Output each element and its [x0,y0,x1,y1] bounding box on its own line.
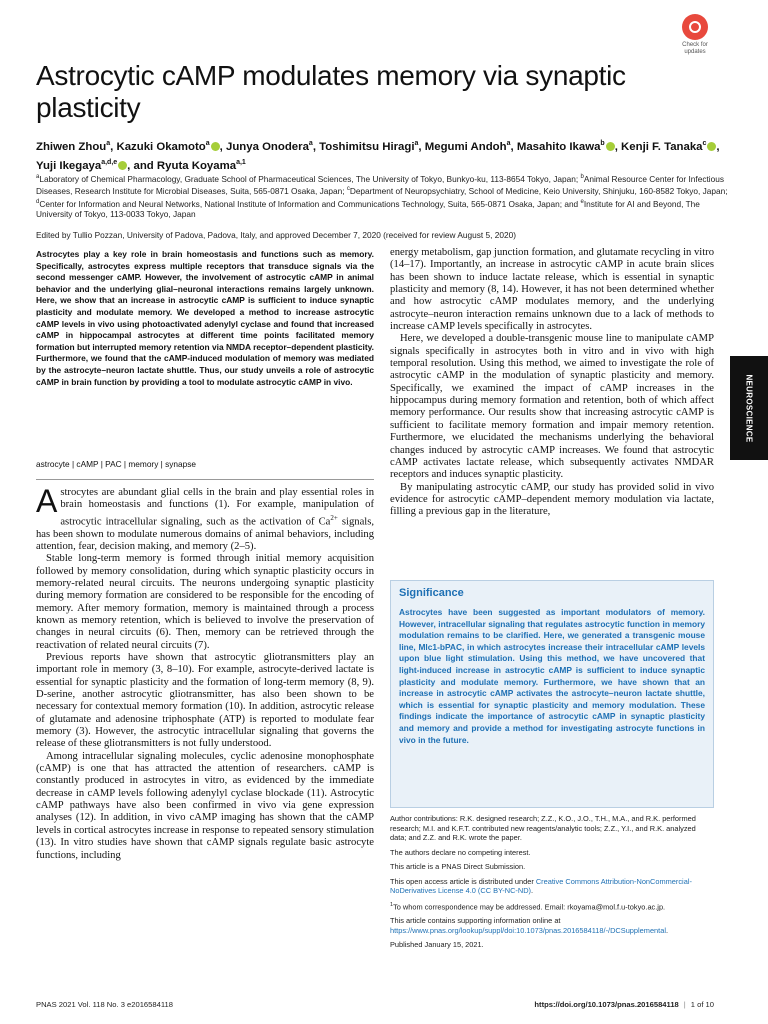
published-date: Published January 15, 2021. [390,940,484,950]
orcid-icon[interactable] [707,142,716,151]
abstract: Astrocytes play a key role in brain homeostasis and functions such as memory. Specifically, astrocytes express multiple receptors that transduce signals via the second messenger cAMP. However, the involvement of astrocytic cAMP in animal behavior and the underlying glial–neuronal interactions remains largely unknown. Here, we show that an increase in astrocytic cAMP is sufficient to induce synaptic plasticity and modulate memory. We developed a method to increase astrocytic cAMP levels in vivo using photoactivated adenylyl cyclase and found that increased cAMP in hippocampal astrocytes at different time points facilitated memory formation but interrupted memory retention via NMDA receptor–dependent plasticity. Furthermore, we found that the cAMP-induced modulation of memory was mediated by the astrocyte–neuron lactate shuttle. Thus, our study unveils a role of astrocytic cAMP in brain function by providing a tool to modulate astrocytic cAMP in vivo. [36,249,374,387]
author-name[interactable]: Ryuta Koyama [156,159,237,172]
author-affiliation-mark: a [205,140,210,147]
author-affiliation-mark: a [506,140,511,147]
author-affiliation-mark: a [308,140,313,147]
body-paragraph: Here, we developed a double-transgenic mouse line to manipulate cAMP signals specifically in astrocytes both in vitro and in vivo with high temporal resolution. Using this method, we aimed to investigate the role of astrocytic cAMP in the modulation of synaptic plasticity and memory. Specifically, we examined the impact of cAMP increases in the hippocampus during memory formation and retention, both of which affect memory performance. Our results show that increasing astrocytic cAMP is sufficient to facilitate memory formation and impair memory retention. Furthermore, we elucidated the mechanisms underlying the behavioral changes induced by astrocytic cAMP increases. We found that astrocytic cAMP activates lactate release, which subsequently activates NMDAR receptors and induces synaptic plasticity. [390,333,714,481]
direct-submission: This article is a PNAS Direct Submission. [390,862,526,871]
body-paragraph: Among intracellular signaling molecules, cyclic adenosine monophosphate (cAMP) is one that has attracted the attention of researchers. cAMP is constantly produced in astrocytes in vitro, as evidenced by the immediate decrease in cAMP levels following adenylyl cyclase blockade (11). Astrocytic cAMP pathways have also been confirmed in vivo via gene expression analyses (12). In addition, in vivo cAMP imaging has shown that the cAMP levels in cortical astrocytes increase in response to repeated sensory stimulation (13). In vitro studies have shown that cAMP signals regulate basic astrocyte functions, including [36,750,374,861]
orcid-icon[interactable] [211,142,220,151]
correspondence-note: $^1$To whom correspondence may be addressed. Email: rkoyama@mol.f.u-tokyo.ac.jp. [390,901,666,911]
author-affiliation-mark: a,1 [236,158,246,166]
supplement-link[interactable]: https://www.pnas.org/lookup/suppl/doi:10.1073/pnas.2016584118/-/DCSupplemental [390,925,666,935]
open-access-note: This open access article is distributed under Creative Commons Attribution-NonCommercial-NoDerivatives License 4.0 (CC BY-NC-ND). [390,876,692,895]
significance-title: Significance [399,587,464,599]
check-for-updates-icon [682,14,708,40]
author-affiliation-mark: a,d,e [101,158,118,166]
author-affiliation-mark: c [702,140,707,147]
affiliation-text: Department of Neuropsychiatry, School of Medicine, Keio University, Shinjuku, 160-8582 Tokyo, Japan; [349,186,728,197]
page-number: 1 of 10 [690,1000,714,1009]
body-paragraph: Previous reports have shown that astrocytic gliotransmitters play an important role in memory (3, 8–10). For example, astrocyte-derived lactate is essential for synaptic plasticity and the formation of long-term memory (8, 9). D-serine, another astrocytic gliotransmitter, has also been shown to be necessary for contextual memory formation (10). In addition, astrocytic release of glutamate and adenosine triphosphate (ATP) is reported to modulate fear memory (3). However, the astrocytic intracellular signaling that governs the release of these gliotransmitters is not fully understood. [36,652,374,750]
body-paragraph: energy metabolism, gap junction formation, and glutamate recycling in vitro (14–17). Importantly, an increase in astrocytic cAMP in acute brain slices has been shown to induce lactate release, which is essential in synaptic plasticity and memory (8, 14). However, it has not been determined whether and how astrocytic cAMP modulates memory, and the underlying astrocyte–neuron interaction remains unknown due to a lack of methods to increase cAMP levels specifically in astrocytes. [390,247,714,333]
body-paragraph: Stable long-term memory is formed through initial memory acquisition followed by memory consolidation, during which synaptic plasticity occurs in memory-related neural circuits. The neurons undergoing synaptic plasticity during memory formation are considered to be responsible for the encoding of memory. After memory formation, memory is maintained through a process known as memory retention, which is believed to involve the preservation of changes in neural circuits (6). Then, memory can be retrieved through the reactivation of related neural circuits (7). [36,553,374,651]
affiliation-text: Laboratory of Chemical Pharmacology, Graduate School of Pharmaceutical Sciences, The University of Tokyo, Bunkyo-ku, 113-8654 Tokyo, Japan; [39,173,581,184]
body-paragraph: By manipulating astrocytic cAMP, our study has provided solid in vivo evidence for astrocytic cAMP–dependent memory modulation via lactate, filling a previous gap in the literature, [390,481,714,518]
journal-citation: PNAS 2021 Vol. 118 No. 3 e2016584118 [36,1000,173,1009]
significance-box [390,580,714,808]
body-paragraph: Astrocytes are abundant glial cells in the brain and play essential roles in brain homeostasis and functions (1). For example, manipulation of astrocytic intracellular signaling, such as the activation of $Ca^{2+}$ signals, has been shown to modulate numerous domains of animal behaviors, including attention, fear, decision making, and memory (2–5). [36,483,374,552]
abstract-divider [36,479,374,480]
author-name[interactable]: Junya Onodera [225,140,309,153]
license-link[interactable]: Creative Commons Attribution-NonCommercial-NoDerivatives License 4.0 (CC BY-NC-ND) [390,876,692,895]
section-tab: NEUROSCIENCE [730,356,768,460]
doi-link[interactable]: https://doi.org/10.1073/pnas.2016584118 [534,1000,679,1009]
significance-text: Astrocytes have been suggested as important modulators of memory. However, intracellular signaling that regulates astrocytic function in memory modulation remains to be clarified. Here, we generated a transgenic mouse line, Mlc1-bPAC, in which astrocytes increase their intracellular cAMP levels upon blue light stimulation. Using this method, we have uncovered that light-induced increase in astrocytic cAMP is sufficient to induce synaptic plasticity and modulate memory. Furthermore, we have shown that an increase in astrocytic cAMP activates the astrocyte–neuron lactate shuttle, which is essential for synaptic plasticity and memory modulation. These findings indicate the importance of astrocytic cAMP in synaptic plasticity and memory and provide a method for investigating astrocyte functions in vivo in the future. [399,607,705,745]
paper-title: Astrocytic cAMP modulates memory via synaptic plasticity [36,60,626,123]
author-affiliation-mark: b [600,140,605,147]
author-contributions: Author contributions: R.K. designed research; Z.Z., K.O., J.O., T.H., M.A., and R.K. performed research; M.I. and K.F.T. contributed new reagents/analytic tools; Z.Z., Y.I., and R.K. analyzed data; and Z.Z. and R.K. wrote the paper. [390,814,696,842]
article-notes [390,814,714,955]
author-name[interactable]: Zhiwen Zhou [36,140,107,153]
orcid-icon[interactable] [118,161,127,170]
author-list: Zhiwen Zhou$^a$, Kazuki Okamoto$^a$ , Junya Onodera$^a$, Toshimitsu Hiragi$^a$, Megumi Andoh$^a$, Masahito Ikawa$^b$ , Kenji F. Tanaka$^c$ , Yuji Ikegaya$^{a,d,e}$ , and Ryuta Koyama$^{a,1}$ [36,140,720,172]
keywords: astrocyte | cAMP | PAC | memory | synapse [36,459,197,469]
affiliation-mark: b [580,174,584,180]
edited-by: Edited by Tullio Pozzan, University of Padova, Padova, Italy, and approved December 7, 2020 (received for review August 5, 2020) [36,230,516,240]
drop-cap: A [36,483,58,519]
author-name[interactable]: Toshimitsu Hiragi [319,140,415,153]
author-affiliation-mark: a [414,140,419,147]
author-name[interactable]: Yuji Ikegaya [36,159,102,172]
affiliation-mark: d [36,198,40,205]
check-for-updates-badge[interactable] [672,14,718,55]
affiliation-text: Animal Resource Center for Infectious Diseases, Research Institute for Microbial Diseases, Suita, 565-0871 Osaka, Japan; [36,173,725,197]
body-column-left [36,483,374,862]
body-column-right [390,247,714,519]
affiliation-mark: c [346,186,350,193]
author-name[interactable]: Kenji F. Tanaka [621,140,703,153]
affiliation-text: Institute for AI and Beyond, The University of Tokyo, 113-0033 Tokyo, Japan [36,198,700,220]
affiliation-mark: e [580,198,584,205]
footer-doi-page: https://doi.org/10.1073/pnas.2016584118 | 1 of 10 [534,1000,714,1009]
badge-label: Check for updates [682,42,708,55]
author-affiliation-mark: a [106,140,111,147]
affiliations [36,172,736,220]
author-name[interactable]: Megumi Andoh [424,140,507,153]
affiliation-text: Center for Information and Neural Networks, National Institute of Information and Communications Technology, Suita, 565-0871 Osaka, Japan; and [39,198,581,209]
competing-interest: The authors declare no competing interest. [390,847,531,857]
supporting-info-note: This article contains supporting information online at https://www.pnas.org/lookup/suppl/doi:10.1073/pnas.2016584118/-/DCSupplemental. [390,916,669,935]
affiliation-mark: a [36,174,40,180]
author-name[interactable]: Masahito Ikawa [516,140,601,153]
orcid-icon[interactable] [606,142,615,151]
author-name[interactable]: Kazuki Okamoto [116,140,206,153]
